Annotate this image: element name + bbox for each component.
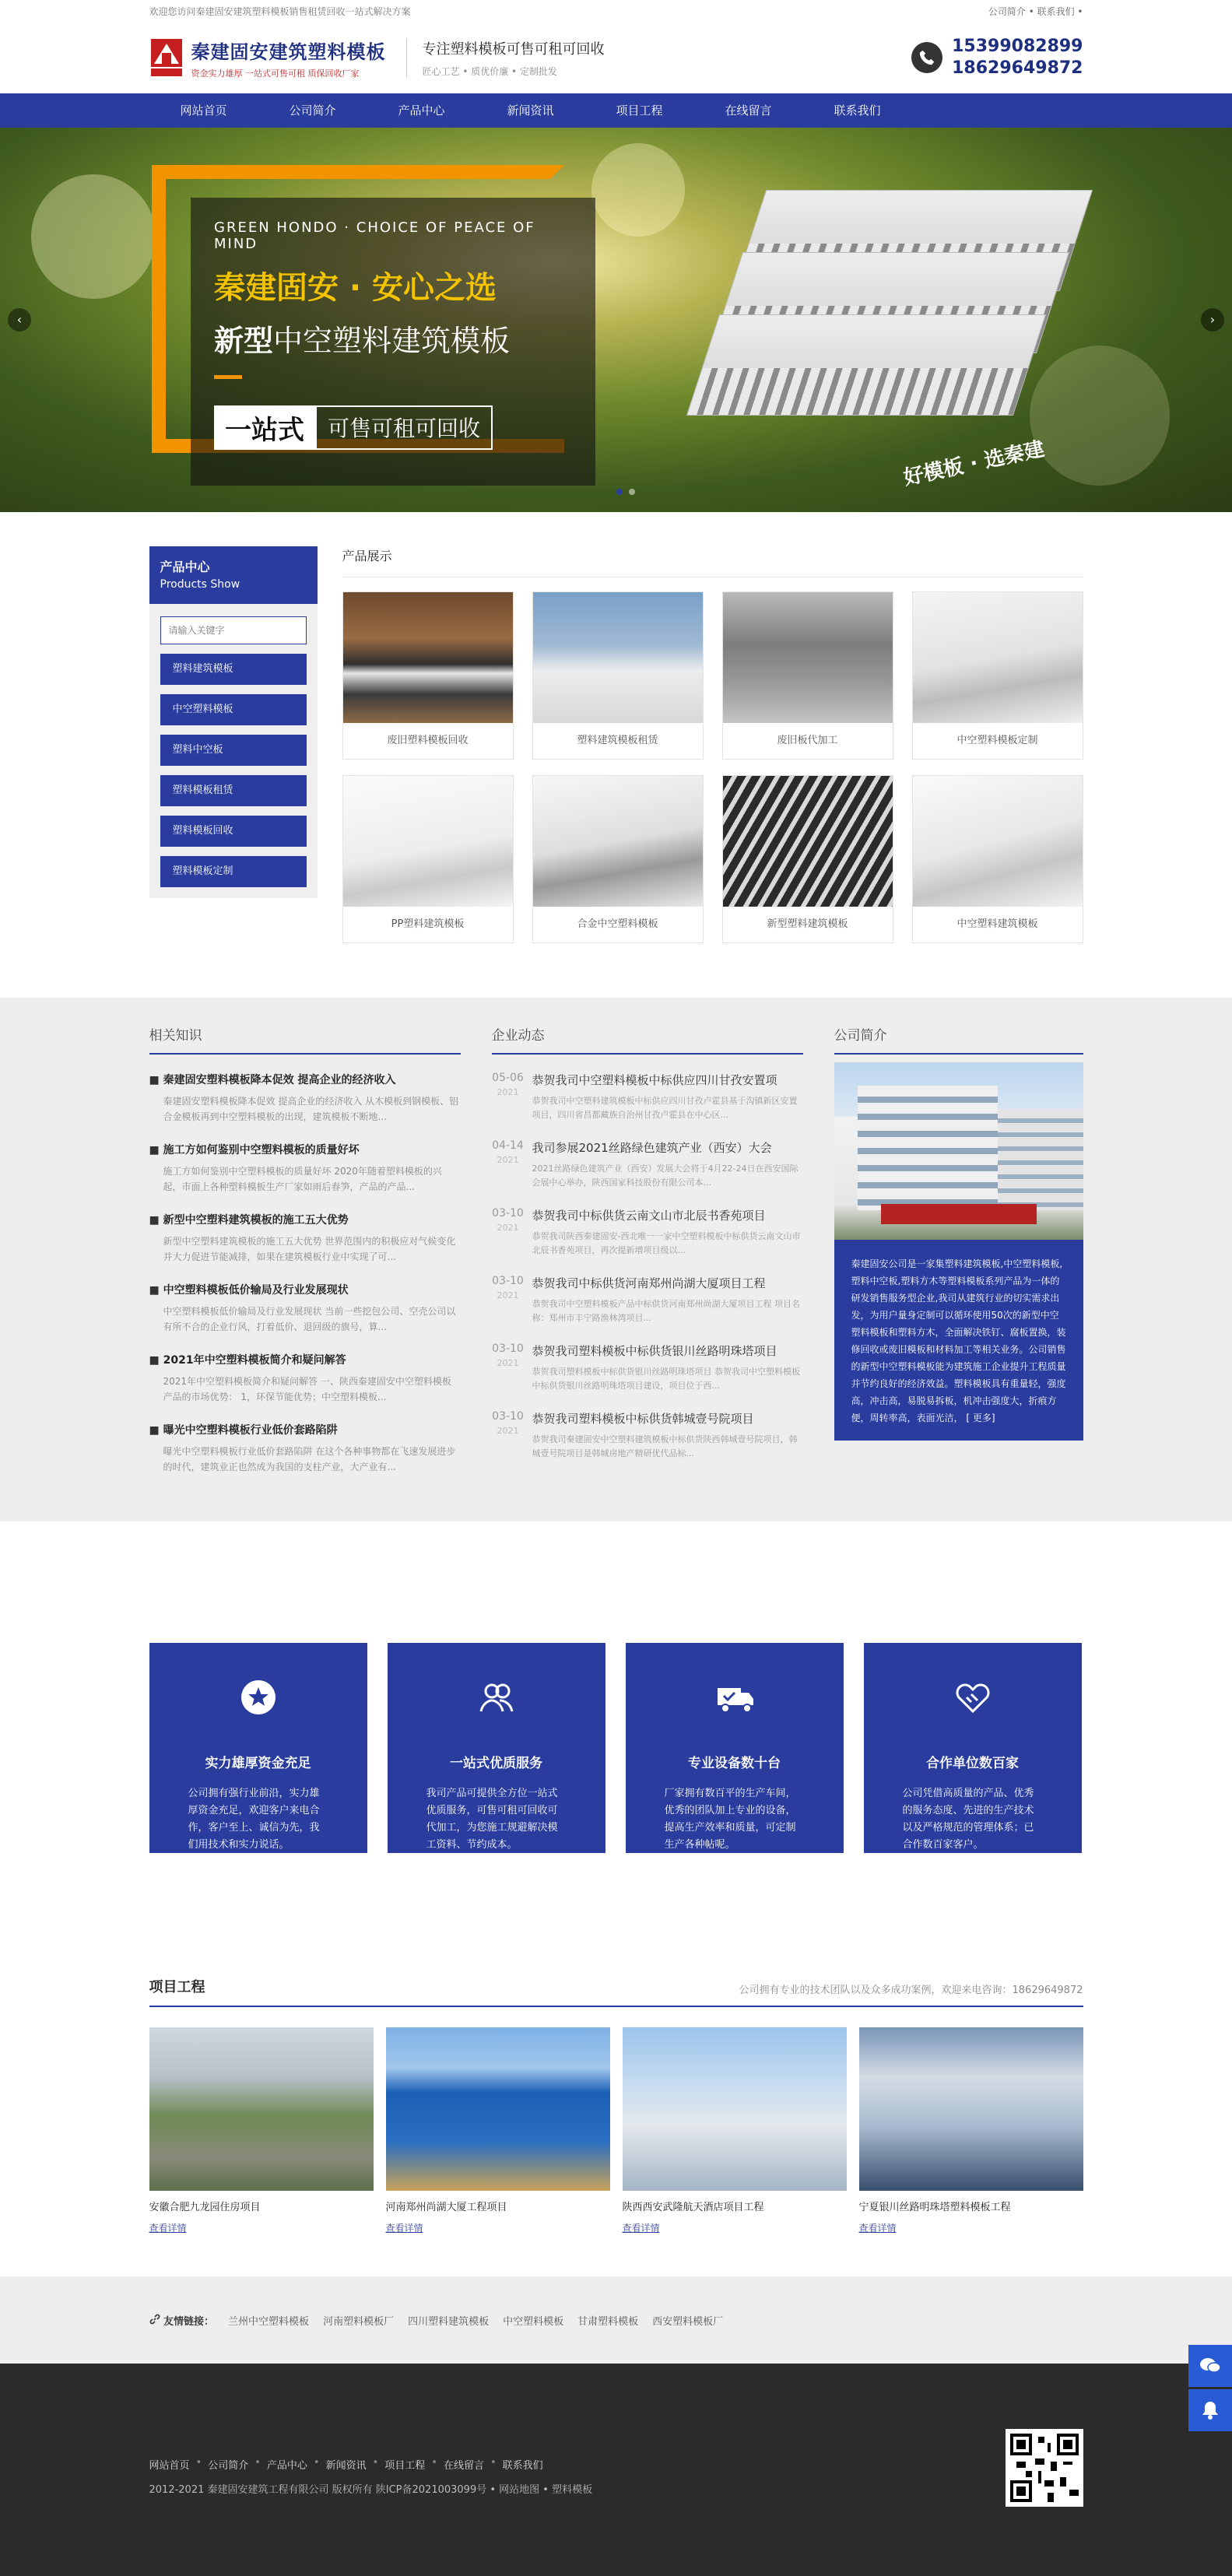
header xyxy=(0,22,1232,93)
projects-section xyxy=(0,1976,1232,2276)
site-footer xyxy=(0,2364,1232,2576)
product-card[interactable] xyxy=(342,591,514,760)
knowledge-item-title: ■ 中空塑料模板低价输局及行业发展现状 xyxy=(149,1282,461,1297)
sidebar-item[interactable]: 塑料模板租赁 xyxy=(160,775,307,806)
about-more-link[interactable]: [ 更多] xyxy=(966,1413,995,1423)
sidebar-search xyxy=(160,616,307,644)
knowledge-item[interactable] xyxy=(149,1422,461,1475)
project-more-link[interactable]: 查看详情 xyxy=(622,2223,660,2234)
knowledge-item[interactable] xyxy=(149,1212,461,1265)
product-name: 新型塑料建筑模板 xyxy=(767,918,848,930)
search-input[interactable] xyxy=(160,616,307,644)
panel-layer xyxy=(686,314,1046,416)
product-card[interactable] xyxy=(532,775,704,943)
products-section xyxy=(0,512,1232,998)
footer-nav-item[interactable]: 联系我们 xyxy=(502,2460,543,2472)
news-date: 03-10 xyxy=(492,1275,524,1287)
company-news-column xyxy=(492,1024,803,1475)
slider-dot[interactable] xyxy=(629,489,635,495)
news-date: 03-10 xyxy=(492,1410,524,1423)
project-title: 宁夏银川丝路明珠塔塑料模板工程 xyxy=(858,2202,1011,2213)
product-image xyxy=(533,592,703,723)
news-item[interactable] xyxy=(492,1207,803,1258)
sidebar-title-cn: 产品中心 xyxy=(160,560,210,574)
news-year: 2021 xyxy=(497,1290,519,1300)
knowledge-item-title: ■ 施工方如何鉴别中空塑料模板的质量好坏 xyxy=(149,1142,461,1157)
footer-nav-item[interactable]: 公司简介 xyxy=(208,2460,249,2472)
footer-nav-item[interactable]: 新闻资讯 xyxy=(325,2460,367,2472)
product-name: 中空塑料建筑模板 xyxy=(956,918,1038,930)
friend-link[interactable]: 四川塑料建筑模板 xyxy=(408,2315,490,2328)
news-year: 2021 xyxy=(497,1358,519,1368)
friend-links-label xyxy=(149,2313,215,2328)
team-icon xyxy=(476,1677,517,1718)
news-item[interactable] xyxy=(492,1410,803,1461)
link-icon xyxy=(149,2314,160,2325)
knowledge-item-desc: 中空塑料模板低价输局及行业发展现状 当前一些挖包公司、空壳公司以有所不合的企业行风，打着低价、退回级的旗号，算... xyxy=(163,1306,456,1332)
news-year: 2021 xyxy=(497,1155,519,1165)
banner-t2-a: 新型 xyxy=(214,324,274,358)
news-section xyxy=(0,998,1232,1521)
friend-link[interactable]: 西安塑料模板厂 xyxy=(652,2315,724,2328)
logo-sub: 资金实力雄厚 一站式可售可租 质保回收厂家 xyxy=(191,68,360,79)
phone-1[interactable]: 15399082899 xyxy=(952,37,1083,56)
news-item[interactable] xyxy=(492,1072,803,1122)
banner-text-box xyxy=(191,198,595,486)
product-sidebar xyxy=(149,546,318,898)
project-title: 安徽合肥九龙园住房项目 xyxy=(149,2202,261,2213)
news-desc: 2021丝路绿色建筑产业（西安）发展大会将于4月22-24日在西安国际会展中心举办，陕西国家科技股份有限公司本... xyxy=(532,1163,799,1188)
banner-headline: 秦建固安 · 安心之选 xyxy=(214,270,497,306)
banner-product-image xyxy=(648,174,1053,470)
banner-t2-b: 中空塑料建筑模板 xyxy=(273,324,511,358)
sidebar-item[interactable]: 塑料模板定制 xyxy=(160,856,307,887)
banner-en: GREEN HONDO · CHOICE OF PEACE OF MIND xyxy=(214,219,535,252)
knowledge-item[interactable] xyxy=(149,1072,461,1125)
project-image xyxy=(623,2027,847,2191)
about-body: 秦建固安公司是一家集塑料建筑模板,中空塑料模板,塑料中空板,塑料方木等塑料模板系列产品为一体的研发销售服务型企业,我司从建筑行业的切实需求出发，为用户量身定制可以循环使用50次的新型中空塑料模板和塑料方木，全面解决铁钉、腐板置换，装修回收或废旧模板和材料加工等相关业务。公司销售的新型中空塑料模板能为建筑施工企业提升工程质量并节约良好的经济效益。塑料模板具有重量轻，强度高，冲击高，易脱易拆板，机冲击强度大，折痕方便，周转率高，表面光洁， xyxy=(851,1258,1066,1423)
project-image xyxy=(859,2027,1083,2191)
product-card[interactable] xyxy=(722,591,893,760)
product-card[interactable] xyxy=(912,591,1083,760)
about-title: 公司简介 xyxy=(834,1024,1083,1055)
knowledge-item-title: ■ 秦建固安塑料模板降本促效 提高企业的经济收入 xyxy=(149,1072,461,1087)
advantage-desc: 公司拥有强行业前沿，实力雄厚资金充足，欢迎客户来电合作，客户至上、诚信为先，我们用技术和实力说话。 xyxy=(188,1788,320,1851)
advantage-card xyxy=(626,1643,844,1853)
advantage-desc: 厂家拥有数百平的生产车间，优秀的团队加上专业的设备，提高生产效率和质量，可定制生产各种帖呢。 xyxy=(664,1788,796,1851)
knowledge-item-desc: 2021年中空塑料模板简介和疑问解答 一、陕西秦建固安中空塑料模板产品的市场优势： 1，环保节能优势；中空塑料模板... xyxy=(163,1376,451,1402)
next-arrow-icon[interactable]: › xyxy=(1201,308,1224,332)
product-card[interactable] xyxy=(342,775,514,943)
product-grid xyxy=(342,591,1083,943)
knowledge-item-desc: 曝光中空塑料模板行业低价套路陷阱 在这个各种事物都在飞速发展进步的时代，建筑业正也然成为我国的支柱产业，大产业有... xyxy=(163,1446,456,1472)
news-item[interactable] xyxy=(492,1342,803,1393)
project-image xyxy=(386,2027,610,2191)
product-image xyxy=(533,776,703,907)
knowledge-item-title: ■ 曝光中空塑料模板行业低价套路陷阱 xyxy=(149,1422,461,1437)
sidebar-item[interactable]: 塑料模板回收 xyxy=(160,816,307,847)
star-icon xyxy=(238,1677,279,1718)
header-slogan xyxy=(406,38,605,78)
news-item[interactable] xyxy=(492,1275,803,1325)
product-name: 废旧塑料模板回收 xyxy=(387,735,469,746)
news-title: 恭贺我司中标供货云南文山市北辰书香苑项目 xyxy=(532,1209,766,1223)
news-desc: 恭贺我司中空塑料建筑模板中标供应四川甘孜卢霍县基于沟镇新区安置项目，四川省昌都藏族自治州甘孜卢霍县在中心区... xyxy=(532,1096,798,1120)
banner-tagline xyxy=(214,405,572,450)
news-title: 恭贺我司中标供货河南郑州尚湖大厦项目工程 xyxy=(532,1276,766,1290)
knowledge-column xyxy=(149,1024,461,1475)
nav-products[interactable]: 产品中心 xyxy=(398,104,445,118)
handshake-icon xyxy=(953,1677,993,1718)
advantage-title: 合作单位数百家 xyxy=(926,1756,1019,1771)
projects-grid xyxy=(149,2027,1083,2234)
project-more-link[interactable]: 查看详情 xyxy=(149,2223,187,2234)
news-desc: 恭贺我司塑料模板中标供货银川丝路明珠塔项目 恭贺我司中空塑料模板中标供货银川丝路明珠塔项目建设，项目位于西... xyxy=(532,1367,800,1391)
projects-title: 项目工程 xyxy=(149,1979,205,1995)
project-card[interactable] xyxy=(386,2027,610,2234)
slider-dots xyxy=(616,489,635,495)
product-card[interactable] xyxy=(722,775,893,943)
product-name: 塑料建筑模板租赁 xyxy=(577,735,658,746)
advantage-desc: 公司凭借高质量的产品、优秀的服务态度、先进的生产技术以及严格规范的管理体系；已合作数百家客户。 xyxy=(902,1788,1034,1851)
nav-news[interactable]: 新闻资讯 xyxy=(507,104,554,118)
news-desc: 恭贺我司中空塑料模板产品中标供货河南郑州尚湖大厦项目工程 项目名称：郑州市丰宁路渔林湾项目... xyxy=(532,1299,800,1323)
news-desc: 恭贺我司陕西秦建固安-西北唯一一家中空塑料模板中标供货云南文山市北辰书香苑项目，再次提新增项目级以... xyxy=(532,1231,801,1255)
advantage-card xyxy=(864,1643,1082,1853)
products-title: 产品展示 xyxy=(342,546,1083,577)
topbar-links[interactable]: 公司简介 • 联系我们 • xyxy=(988,5,1083,17)
logo-name: 秦建固安建筑塑料模板 xyxy=(191,40,386,63)
friend-links xyxy=(0,2276,1232,2364)
advantage-title: 一站式优质服务 xyxy=(450,1756,542,1771)
banner-t3-b: 可售可租可回收 xyxy=(315,405,493,450)
advantage-card xyxy=(388,1643,605,1853)
slogan-sub: 匠心工艺 • 质优价廉 • 定制批发 xyxy=(422,65,557,77)
project-card[interactable] xyxy=(623,2027,847,2234)
topbar xyxy=(0,0,1232,22)
advantage-card xyxy=(149,1643,367,1853)
slogan-main: 专注塑料模板可售可租可回收 xyxy=(422,40,605,58)
product-name: 合金中空塑料模板 xyxy=(577,918,658,930)
about-column xyxy=(834,1024,1083,1475)
prev-arrow-icon[interactable]: ‹ xyxy=(8,308,31,332)
project-image xyxy=(149,2027,374,2191)
news-desc: 恭贺我司秦建固安中空塑料建筑模板中标供货陕西韩城壹号院项目，韩城壹号院项目是韩城房地产精研优代品标... xyxy=(532,1434,798,1458)
news-year: 2021 xyxy=(497,1087,519,1097)
nav-about[interactable]: 公司简介 xyxy=(289,104,336,118)
knowledge-item[interactable] xyxy=(149,1142,461,1195)
news-date: 03-10 xyxy=(492,1207,524,1220)
advantage-title: 实力雄厚资金充足 xyxy=(205,1756,311,1771)
product-image xyxy=(343,592,513,723)
product-image xyxy=(343,776,513,907)
qr-code-icon xyxy=(1006,2429,1083,2507)
news-date: 03-10 xyxy=(492,1342,524,1355)
product-name: 中空塑料模板定制 xyxy=(956,735,1038,746)
slider-dot[interactable] xyxy=(616,489,623,495)
phone-2[interactable]: 18629649872 xyxy=(952,58,1083,78)
project-card[interactable] xyxy=(859,2027,1083,2234)
projects-subtitle: 公司拥有专业的技术团队以及众多成功案例，欢迎来电咨询：18629649872 xyxy=(739,1985,1083,1996)
banner-tag: 好模板 · 选秦建 xyxy=(901,437,1047,490)
news-year: 2021 xyxy=(497,1223,519,1233)
news-date: 04-14 xyxy=(492,1139,524,1152)
phone-icon xyxy=(911,42,942,73)
nav-home[interactable]: 网站首页 xyxy=(180,104,227,118)
footer-nav-item[interactable]: 网站首页 xyxy=(149,2460,190,2472)
news-title: 我司参展2021丝路绿色建筑产业（西安）大会 xyxy=(532,1141,772,1155)
knowledge-item-title: ■ 2021年中空塑料模板简介和疑问解答 xyxy=(149,1352,461,1367)
welcome-text: 欢迎您访问秦建固安建筑塑料模板销售租赁回收一站式解决方案 xyxy=(149,5,411,17)
bell-icon[interactable] xyxy=(1188,2389,1232,2431)
banner-divider xyxy=(214,375,242,379)
site-logo[interactable] xyxy=(149,37,386,79)
advantages-section xyxy=(0,1521,1232,1976)
friend-links-label-text: 友情链接： xyxy=(163,2315,215,2328)
sidebar-item[interactable]: 塑料中空板 xyxy=(160,735,307,766)
copyright: 2012-2021 秦建固安建筑工程有限公司 版权所有 陕ICP备2021003099号 • 网站地图 • 塑料模板 xyxy=(149,2484,593,2496)
friend-link[interactable]: 河南塑料模板厂 xyxy=(323,2315,395,2328)
advantage-title: 专业设备数十台 xyxy=(688,1756,781,1771)
news-item[interactable] xyxy=(492,1139,803,1190)
project-more-link[interactable]: 查看详情 xyxy=(858,2223,897,2234)
product-image xyxy=(723,776,893,907)
bokeh-decoration xyxy=(31,174,156,299)
product-name: 废旧板代加工 xyxy=(777,735,838,746)
main-nav xyxy=(0,93,1232,128)
sidebar-item[interactable]: 中空塑料模板 xyxy=(160,694,307,725)
footer-nav-item[interactable]: 产品中心 xyxy=(266,2460,307,2472)
knowledge-title: 相关知识 xyxy=(149,1024,461,1055)
news-title: 恭贺我司塑料模板中标供货韩城壹号院项目 xyxy=(532,1412,754,1426)
banner-subheadline xyxy=(214,317,572,360)
product-card[interactable] xyxy=(912,775,1083,943)
about-text xyxy=(834,1240,1083,1441)
knowledge-item-title: ■ 新型中空塑料建筑模板的施工五大优势 xyxy=(149,1212,461,1227)
company-building-image xyxy=(834,1062,1083,1240)
knowledge-item-desc: 秦建固安塑料模板降本促效 提高企业的经济收入 从木模板到钢模板、铝合金模板再到中空塑料模板的出现，建筑模板不断地... xyxy=(163,1096,459,1122)
product-image xyxy=(913,776,1083,907)
footer-nav-item[interactable]: 在线留言 xyxy=(443,2460,484,2472)
company-news-title: 企业动态 xyxy=(492,1024,803,1055)
news-year: 2021 xyxy=(497,1426,519,1436)
knowledge-item[interactable] xyxy=(149,1352,461,1405)
sidebar-title-en: Products Show xyxy=(160,578,240,591)
product-image xyxy=(723,592,893,723)
sidebar-header xyxy=(149,546,318,604)
footer-nav: 网站首页 • 公司简介 • 产品中心 • 新闻资讯 • 项目工程 • 在线留言 • 联系我们 xyxy=(149,2457,543,2472)
product-image xyxy=(913,592,1083,723)
news-title: 恭贺我司中空塑料模板中标供应四川甘孜安置项 xyxy=(532,1073,777,1087)
friend-link[interactable]: 兰州中空塑料模板 xyxy=(228,2315,310,2328)
news-title: 恭贺我司塑料模板中标供货银川丝路明珠塔项目 xyxy=(532,1344,777,1358)
knowledge-item[interactable] xyxy=(149,1282,461,1335)
nav-projects[interactable]: 项目工程 xyxy=(616,104,663,118)
nav-message[interactable]: 在线留言 xyxy=(725,104,772,118)
nav-contact[interactable]: 联系我们 xyxy=(834,104,881,118)
project-title: 陕西西安武隆航天酒店项目工程 xyxy=(622,2202,764,2213)
project-card[interactable] xyxy=(149,2027,374,2234)
advantage-desc: 我司产品可提供全方位一站式优质服务，可售可租可回收可代加工，为您施工规避解决模工资料、节约成本。 xyxy=(426,1788,558,1851)
chat-icon[interactable] xyxy=(1188,2345,1232,2387)
product-showcase xyxy=(342,546,1083,943)
product-card[interactable] xyxy=(532,591,704,760)
friend-link[interactable]: 甘肃塑料模板 xyxy=(577,2315,639,2328)
project-more-link[interactable]: 查看详情 xyxy=(385,2223,423,2234)
sidebar-item[interactable]: 塑料建筑模板 xyxy=(160,654,307,685)
header-phones xyxy=(911,36,1083,79)
knowledge-item-desc: 施工方如何鉴别中空塑料模板的质量好坏 2020年随着塑料模板的兴起，市面上各种塑料模板生产厂家如雨后春笋，产品的产品... xyxy=(163,1166,442,1192)
project-title: 河南郑州尚湖大厦工程项目 xyxy=(385,2202,507,2213)
logo-icon xyxy=(149,37,184,78)
hero-banner xyxy=(0,128,1232,512)
product-name: PP塑料建筑模板 xyxy=(391,918,465,930)
news-date: 05-06 xyxy=(492,1072,524,1084)
truck-icon xyxy=(714,1677,755,1718)
knowledge-item-desc: 新型中空塑料建筑模板的施工五大优势 世界范围内的积极应对气候变化并大力促进节能减排，如果在建筑模板行业中实现了可... xyxy=(163,1236,456,1262)
projects-header xyxy=(149,1976,1083,2007)
banner-t3-a: 一站式 xyxy=(214,405,315,450)
friend-link[interactable]: 中空塑料模板 xyxy=(503,2315,564,2328)
footer-nav-item[interactable]: 项目工程 xyxy=(384,2460,426,2472)
